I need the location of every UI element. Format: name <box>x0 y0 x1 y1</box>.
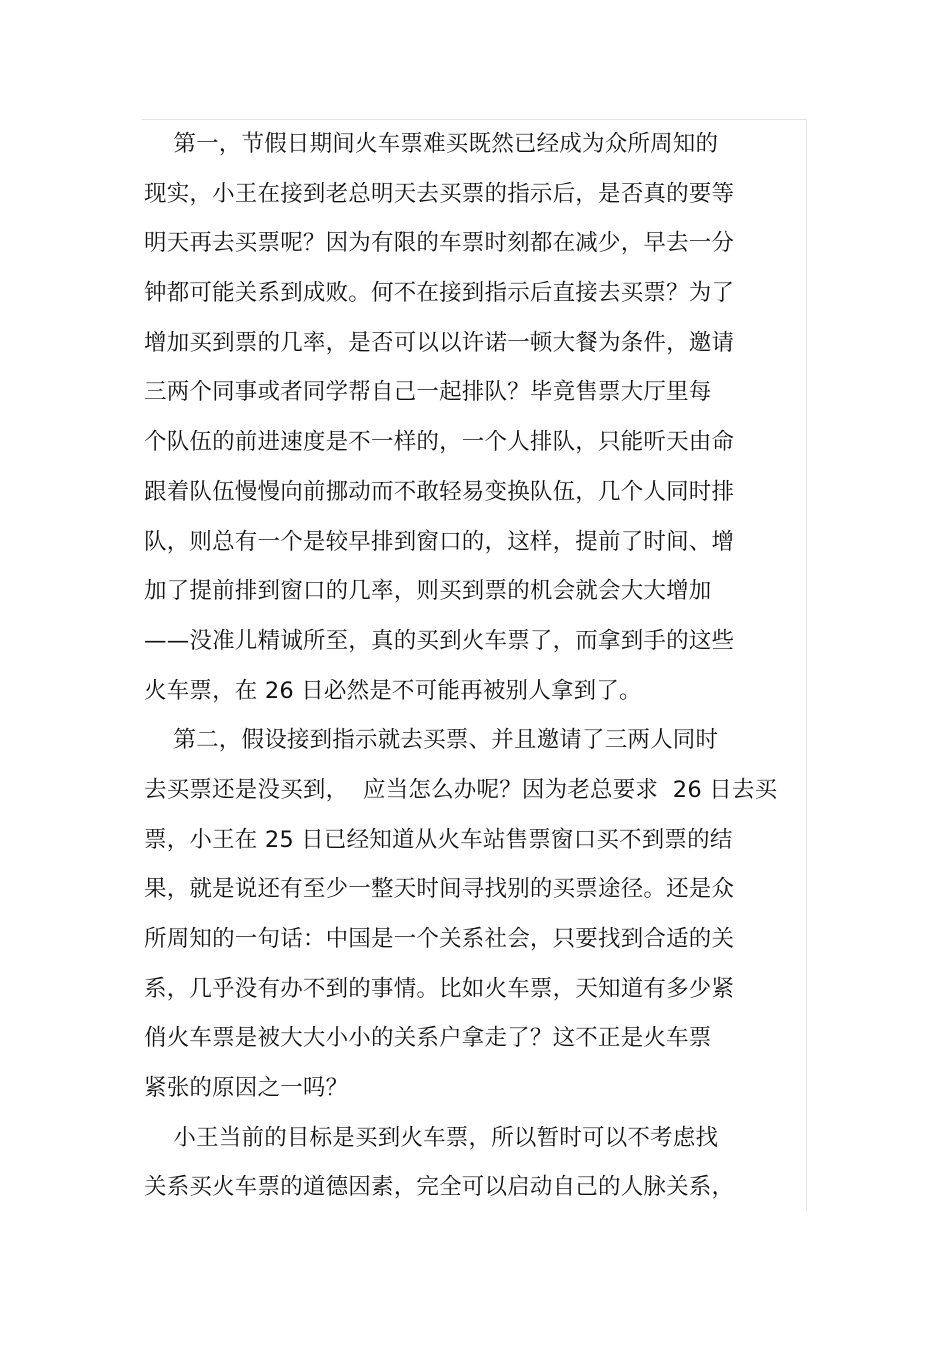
text-line: 第一，节假日期间火车票难买既然已经成为众所周知的 <box>144 131 719 157</box>
text-line: 去买票还是没买到， 应当怎么办呢？因为老总要求 26 日去买 <box>144 776 778 803</box>
text-line: 火车票，在 26 日必然是不可能再被别人拿到了。 <box>144 677 642 704</box>
text-line: 三两个同事或者同学帮自己一起排队？毕竟售票大厅里每 <box>144 379 712 406</box>
text-line: 现实，小王在接到老总明天去买票的指示后，是否真的要等 <box>144 180 735 207</box>
text-line: 钟都可能关系到成败。何不在接到指示后直接去买票？为了 <box>144 280 735 307</box>
text-line: 系，几乎没有办不到的事情。比如火车票，天知道有多少紧 <box>144 975 735 1002</box>
text-line: 第二，假设接到指示就去买票、并且邀请了三两人同时 <box>144 727 719 754</box>
text-line: 小王当前的目标是买到火车票，所以暂时可以不考虑找 <box>144 1124 719 1151</box>
text-line: 紧张的原因之一吗？ <box>144 1075 349 1102</box>
document-body <box>144 120 824 1213</box>
text-line: 队，则总有一个是较早排到窗口的，这样，提前了时间、增 <box>144 528 735 555</box>
text-line: 所周知的一句话：中国是一个关系社会，只要找到合适的关 <box>144 926 735 952</box>
text-line: 增加买到票的几率，是否可以以许诺一顿大餐为条件，邀请 <box>144 329 735 356</box>
text-line: 明天再去买票呢？因为有限的车票时刻都在减少，早去一分 <box>144 230 735 257</box>
text-line: 跟着队伍慢慢向前挪动而不敢轻易变换队伍，几个人同时排 <box>144 478 735 505</box>
text-line: 个队伍的前进速度是不一样的，一个人排队，只能听天由命 <box>144 429 735 456</box>
text-line: 俏火车票是被大大小小的关系户拿走了？这不正是火车票 <box>144 1025 712 1052</box>
text-line: ——没准儿精诚所至，真的买到火车票了，而拿到手的这些 <box>144 627 735 654</box>
text-line: 关系买火车票的道德因素，完全可以启动自己的人脉关系， <box>144 1174 735 1201</box>
text-line: 加了提前排到窗口的几率，则买到票的机会就会大大增加 <box>144 578 712 605</box>
text-line: 果，就是说还有至少一整天时间寻找别的买票途径。还是众 <box>144 876 735 903</box>
text-line: 票，小王在 25 日已经知道从火车站售票窗口买不到票的结 <box>144 826 733 853</box>
